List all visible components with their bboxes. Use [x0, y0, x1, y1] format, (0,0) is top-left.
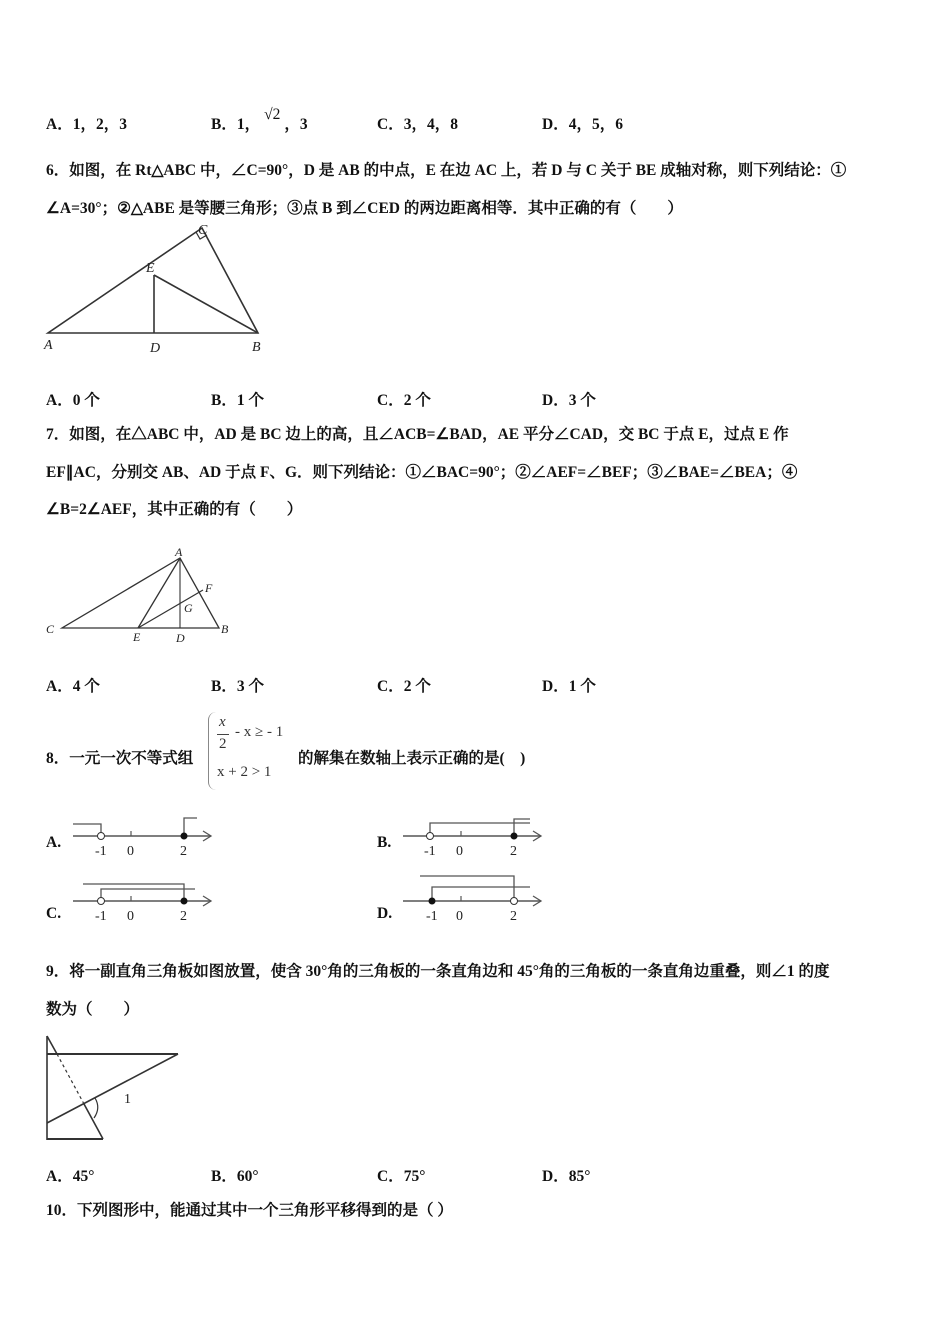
- tick-label: -1: [426, 909, 438, 924]
- label-b: B: [221, 622, 229, 636]
- label-e: E: [146, 261, 155, 276]
- option-text: 3，4，8: [403, 116, 458, 133]
- q6-stem-line1: 6．如图，在 Rt△ABC 中，∠C=90°，D 是 AB 的中点，E 在边 AC 上，若 D 与 C 关于 BE 成轴对称，则下列结论：①: [46, 162, 847, 179]
- q6-stem-line2: ∠A=30°；②△ABE 是等腰三角形；③点 B 到∠CED 的两边距离相等．其中正确的有（ ）: [46, 200, 683, 217]
- inequality-2: x + 2 > 1: [217, 764, 272, 780]
- option-letter: A．: [46, 116, 73, 133]
- tick-label: 2: [180, 909, 187, 924]
- q10-stem: 10．下列图形中，能通过其中一个三角形平移得到的是（ ）: [46, 1202, 453, 1219]
- q9-option-d: D．85°: [542, 1168, 591, 1185]
- q6-option-b: B．1 个: [211, 392, 264, 409]
- tick-label: 2: [510, 909, 517, 924]
- q9-option-a: A．45°: [46, 1168, 95, 1185]
- q7-stem-line2: EF∥AC，分别交 AB、AD 于点 F、G．则下列结论：①∠BAC=90°；②∠AEF=∠BEF；③∠BAE=∠BEA；④: [46, 464, 798, 481]
- tick-label: -1: [95, 844, 107, 859]
- q7-option-d: D．1 个: [542, 678, 596, 695]
- label-d: D: [150, 341, 161, 356]
- tick-label: 2: [510, 844, 517, 859]
- fraction-numerator: x: [219, 714, 226, 730]
- label-g: G: [184, 601, 193, 615]
- q8-option-b-letter: B.: [377, 834, 392, 851]
- fraction-denominator: 2: [219, 736, 227, 752]
- tick-label: 0: [456, 909, 463, 924]
- tick-label: -1: [95, 909, 107, 924]
- q6-option-c: C．2 个: [377, 392, 431, 409]
- label-b: B: [252, 340, 261, 355]
- option-text: 4，5，6: [568, 116, 623, 133]
- q9-stem-line1: 9．将一副直角三角板如图放置，使含 30°角的三角板的一条直角边和 45°角的三角板的一条直角边重叠，则∠1 的度: [46, 963, 830, 980]
- option-text: 1，: [236, 116, 261, 133]
- hypotenuse-45: [47, 1054, 178, 1123]
- q7-option-c: C．2 个: [377, 678, 431, 695]
- q7-stem-line1: 7．如图，在△ABC 中，AD 是 BC 边上的高，且∠ACB=∠BAD，AE 平分∠CAD，交 BC 于点 E，过点 E 作: [46, 426, 789, 443]
- q8-stem-suffix: 的解集在数轴上表示正确的是( ): [298, 750, 526, 767]
- q8-option-c-letter: C.: [46, 905, 62, 922]
- option-letter: B．: [211, 116, 237, 133]
- label-d: D: [176, 631, 185, 645]
- hypotenuse-30-top: [47, 1036, 57, 1054]
- tick-label: 0: [127, 844, 134, 859]
- q8-option-a-letter: A.: [46, 834, 62, 851]
- q8-option-d-letter: D.: [377, 905, 393, 922]
- q9-option-b: B．60°: [211, 1168, 259, 1185]
- option-text: 1，2，3: [72, 116, 127, 133]
- tick-label: -1: [424, 844, 436, 859]
- option-letter: D．: [542, 116, 569, 133]
- q8-stem-prefix: 8．一元一次不等式组: [46, 750, 194, 767]
- tick-label: 2: [180, 844, 187, 859]
- q7-option-a: A．4 个: [46, 678, 100, 695]
- tick-label: 0: [127, 909, 134, 924]
- hypotenuse-30-bottom: [84, 1104, 103, 1139]
- label-c: C: [46, 622, 55, 636]
- q7-stem-line3: ∠B=2∠AEF，其中正确的有（ ）: [46, 501, 303, 518]
- q6-option-d: D．3 个: [542, 392, 596, 409]
- label-f: F: [205, 581, 213, 595]
- q7-option-b: B．3 个: [211, 678, 264, 695]
- q9-stem-line2: 数为（ ）: [46, 1001, 140, 1018]
- q6-option-a: A．0 个: [46, 392, 100, 409]
- option-text: ，3: [284, 116, 308, 133]
- label-c: C: [198, 223, 208, 238]
- label-a: A: [44, 338, 53, 353]
- tick-label: 0: [456, 844, 463, 859]
- option-letter: C．: [377, 116, 404, 133]
- q9-option-c: C．75°: [377, 1168, 426, 1185]
- angle-1-label: 1: [124, 1092, 131, 1107]
- inequality-1-rest: - x ≥ - 1: [235, 724, 284, 740]
- sqrt-expression: √2: [264, 106, 281, 123]
- label-e: E: [133, 630, 141, 644]
- angle-1-arc: [94, 1098, 98, 1118]
- label-a: A: [175, 545, 183, 559]
- hidden-dashed-line: [57, 1054, 84, 1104]
